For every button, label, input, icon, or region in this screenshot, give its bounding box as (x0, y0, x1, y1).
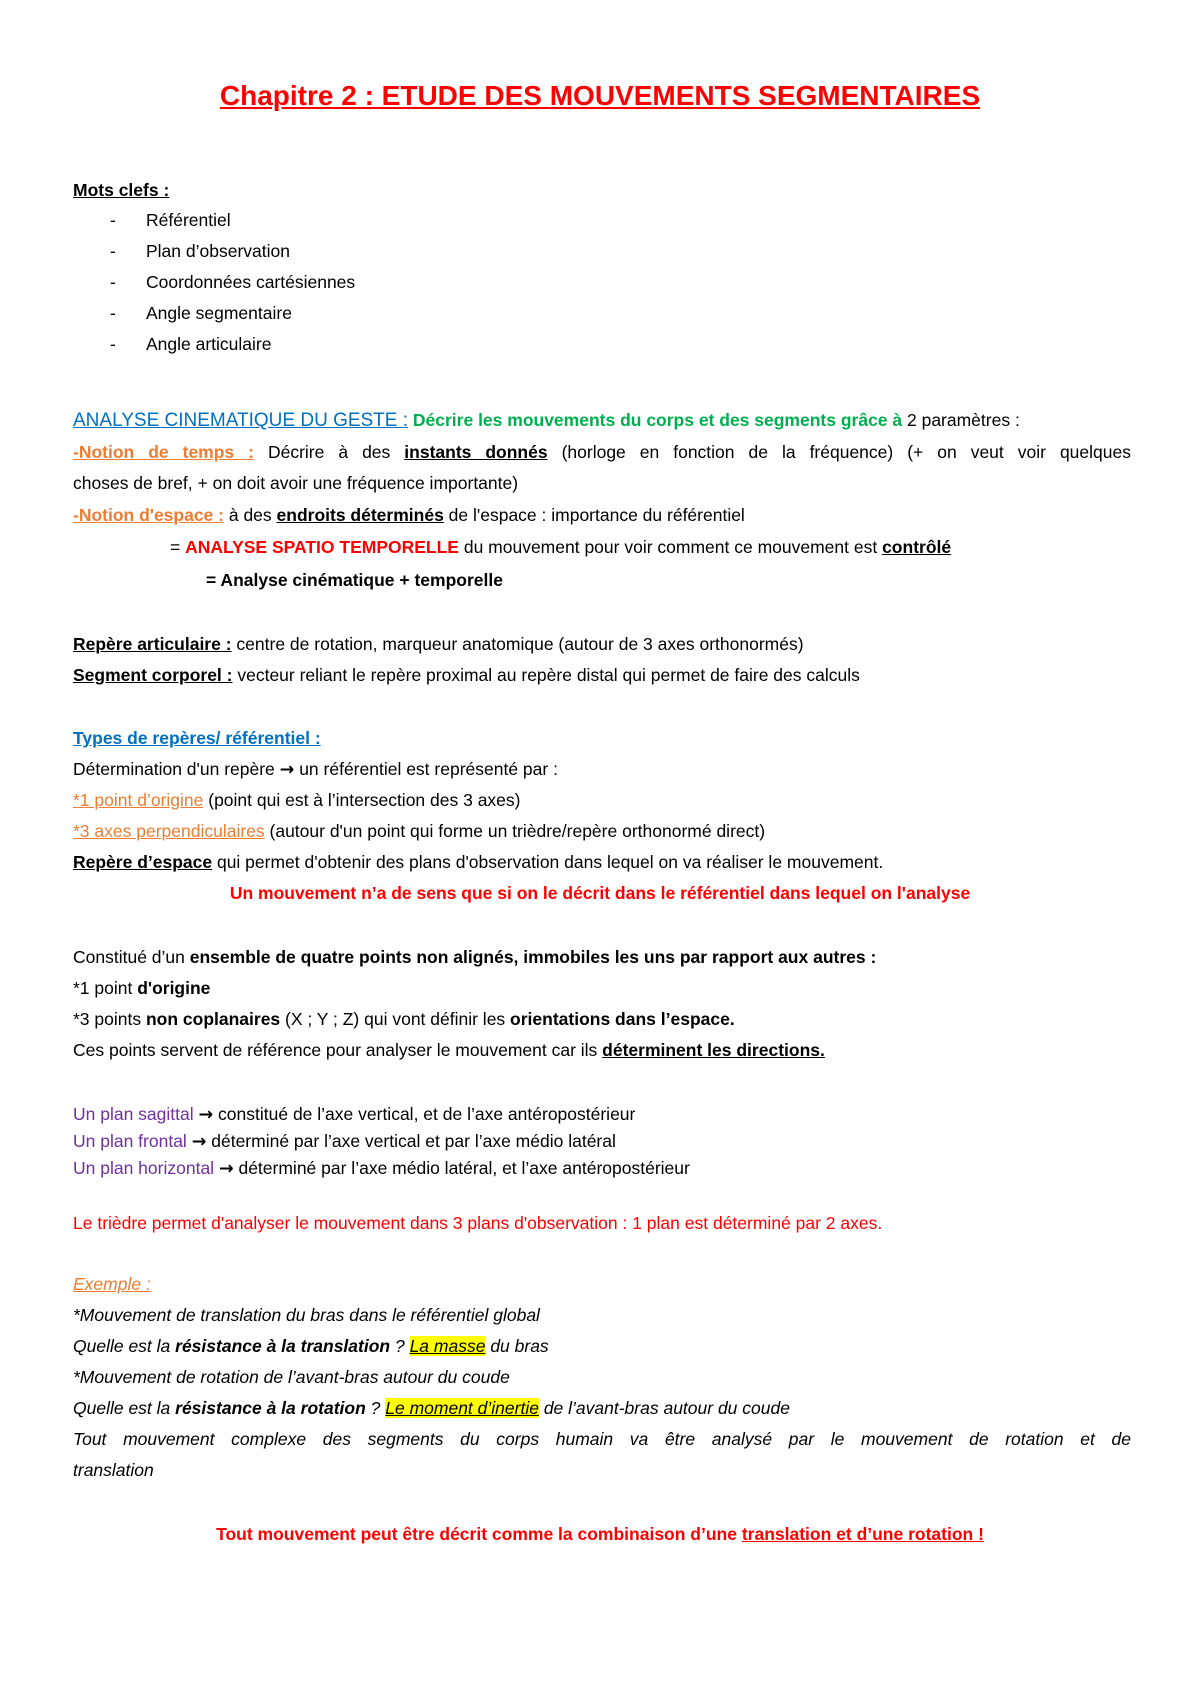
points-text: *3 points (73, 1009, 146, 1029)
notion-espace-label: -Notion d'espace : (73, 505, 224, 525)
segment-corporel-line (73, 663, 860, 687)
moment-inertie-highlight: Le moment d’inertie (385, 1398, 539, 1418)
determinent-directions: déterminent les directions. (602, 1040, 825, 1060)
notion-temps-label: -Notion de temps : (73, 442, 254, 462)
analyse-intro-rest: 2 paramètres : (902, 410, 1020, 430)
constitue-text: Constitué d’un (73, 947, 190, 967)
question-mark: ? (390, 1336, 410, 1356)
axes-perpendiculaires-label: *3 axes perpendiculaires (73, 821, 265, 841)
keyword-label: Angle articulaire (146, 334, 272, 354)
determination-text-2: un référentiel est représenté par : (294, 759, 558, 779)
exemple-heading: Exemple : (73, 1274, 151, 1294)
constitue-line (73, 945, 876, 969)
points-coplanaires-line (73, 1007, 735, 1031)
repere-articulaire-text: centre de rotation, marqueur anatomique (autour de 3 axes orthonormés) (231, 634, 804, 654)
plan-sagittal-line (73, 1102, 635, 1127)
segment-corporel-text: vecteur reliant le repère proximal au repère distal qui permet de faire des calculs (232, 665, 860, 685)
keyword-label: Référentiel (146, 210, 231, 230)
directions-text: Ces points servent de référence pour analyser le mouvement car ils (73, 1040, 603, 1060)
question-mark: ? (365, 1398, 386, 1418)
exemple-line-6: translation (73, 1460, 154, 1480)
bullet-dash: - (110, 303, 116, 323)
conclusion (0, 1522, 1200, 1546)
controle-word: contrôlé (882, 537, 952, 557)
analyse-intro-green: Décrire les mouvements du corps et des segments grâce à (408, 410, 903, 430)
analyse-spatio-temporelle: ANALYSE SPATIO TEMPORELLE (185, 537, 459, 557)
conclusion-underlined: translation et d’une rotation ! (741, 1524, 984, 1544)
origine-point-bold: d'origine (137, 978, 211, 998)
plan-name: Un plan horizontal (73, 1158, 215, 1178)
arrow-right-icon: → (191, 1132, 207, 1152)
axes-perpendiculaires-text: (autour d'un point qui forme un trièdre/repère orthonormé direct) (264, 821, 766, 841)
instants-donnes: instants donnés (404, 442, 548, 462)
keyword-label: Plan d’observation (146, 241, 290, 261)
determination-line (73, 757, 558, 782)
plan-text: déterminé par l’axe vertical et par l’axe médio latéral (206, 1131, 616, 1151)
notion-temps-text-2: (horloge en fonction de la fréquence) (+ on veut voir quelques (547, 442, 1131, 462)
analyse-cinematique-temporelle: = Analyse cinématique + temporelle (206, 570, 503, 590)
keywords-heading: Mots clefs : (73, 180, 170, 200)
arrow-right-icon: → (218, 1159, 234, 1179)
question-text: Quelle est la (73, 1336, 176, 1356)
keyword-label: Coordonnées cartésiennes (146, 272, 356, 292)
question-text-2: du bras (485, 1336, 549, 1356)
repere-espace-text: qui permet d'obtenir des plans d'observation dans lequel on va réaliser le mouvement. (212, 852, 884, 872)
point-origine-label: *1 point d’origine (73, 790, 204, 810)
bullet-dash: - (110, 241, 116, 261)
repere-articulaire-line (73, 632, 804, 656)
determination-text: Détermination d'un repère (73, 759, 280, 779)
analyse-spatio-text: du mouvement pour voir comment ce mouvement est (458, 537, 883, 557)
plan-horizontal-line (73, 1156, 690, 1181)
notion-espace-text-2: de l'espace : importance du référentiel (443, 505, 745, 525)
point-origine-text: (point qui est à l’intersection des 3 axes) (203, 790, 521, 810)
directions-line (73, 1038, 825, 1062)
question-text: Quelle est la (73, 1398, 176, 1418)
origine-point-line (73, 976, 210, 1000)
page-title: Chapitre 2 : ETUDE DES MOUVEMENTS SEGMENTAIRES (219, 80, 981, 111)
types-repere-heading: Types de repères/ référentiel : (73, 728, 321, 748)
la-masse-highlight: La masse (409, 1336, 486, 1356)
question-text-2: de l’avant-bras autour du coude (538, 1398, 790, 1418)
analyse-spatio-temporelle-line (170, 535, 951, 559)
non-coplanaires: non coplanaires (145, 1009, 281, 1029)
equals-sign: = (170, 537, 186, 557)
exemple-line-4 (73, 1396, 790, 1420)
bullet-dash: - (110, 210, 116, 230)
exemple-line-1: *Mouvement de translation du bras dans le référentiel global (73, 1305, 540, 1325)
notion-temps-line (73, 440, 1131, 464)
repere-articulaire-label: Repère articulaire : (73, 634, 232, 654)
plan-name: Un plan frontal (73, 1131, 187, 1151)
triedre-statement: Le trièdre permet d'analyser le mouvement dans 3 plans d'observation : 1 plan est déterminé par 2 axes. (73, 1213, 883, 1233)
exemple-line-5: Tout mouvement complexe des segments du corps humain va être analysé par le mouvement de rotation et de (73, 1429, 1131, 1449)
points-text-2: (X ; Y ; Z) qui vont définir les (280, 1009, 511, 1029)
resistance-translation: résistance à la translation (175, 1336, 391, 1356)
plan-text: constitué de l’axe vertical, et de l’axe antéropostérieur (213, 1104, 636, 1124)
notion-espace-line (73, 503, 745, 527)
segment-corporel-label: Segment corporel : (73, 665, 233, 685)
notion-espace-text: à des (223, 505, 277, 525)
bullet-dash: - (110, 272, 116, 292)
point-origine-line (73, 788, 521, 812)
arrow-right-icon: → (279, 760, 295, 780)
axes-perpendiculaires-line (73, 819, 765, 843)
notion-temps-text: Décrire à des (253, 442, 405, 462)
resistance-rotation: résistance à la rotation (175, 1398, 366, 1418)
conclusion-text: Tout mouvement peut être décrit comme la combinaison d’une (216, 1524, 742, 1544)
orientations-espace: orientations dans l’espace. (510, 1009, 735, 1029)
analyse-heading: ANALYSE CINEMATIQUE DU GESTE : (73, 410, 409, 431)
plan-text: déterminé par l’axe médio latéral, et l’axe antéropostérieur (233, 1158, 690, 1178)
origine-point-text: *1 point (73, 978, 138, 998)
constitue-bold: ensemble de quatre points non alignés, immobiles les uns par rapport aux autres : (189, 947, 877, 967)
repere-espace-line (73, 850, 883, 874)
endroits-determines: endroits déterminés (276, 505, 444, 525)
analyse-intro (73, 408, 1020, 433)
bullet-dash: - (110, 334, 116, 354)
repere-espace-label: Repère d’espace (73, 852, 213, 872)
keyword-label: Angle segmentaire (146, 303, 292, 323)
notion-temps-continuation: choses de bref, + on doit avoir une fréquence importante) (73, 473, 519, 493)
plan-name: Un plan sagittal (73, 1104, 194, 1124)
plan-frontal-line (73, 1129, 616, 1154)
sens-mouvement-warning: Un mouvement n’a de sens que si on le décrit dans le référentiel dans lequel on l'analyse (229, 883, 971, 903)
exemple-line-3: *Mouvement de rotation de l’avant-bras autour du coude (73, 1367, 510, 1387)
arrow-right-icon: → (198, 1105, 214, 1125)
exemple-line-2 (73, 1334, 549, 1358)
